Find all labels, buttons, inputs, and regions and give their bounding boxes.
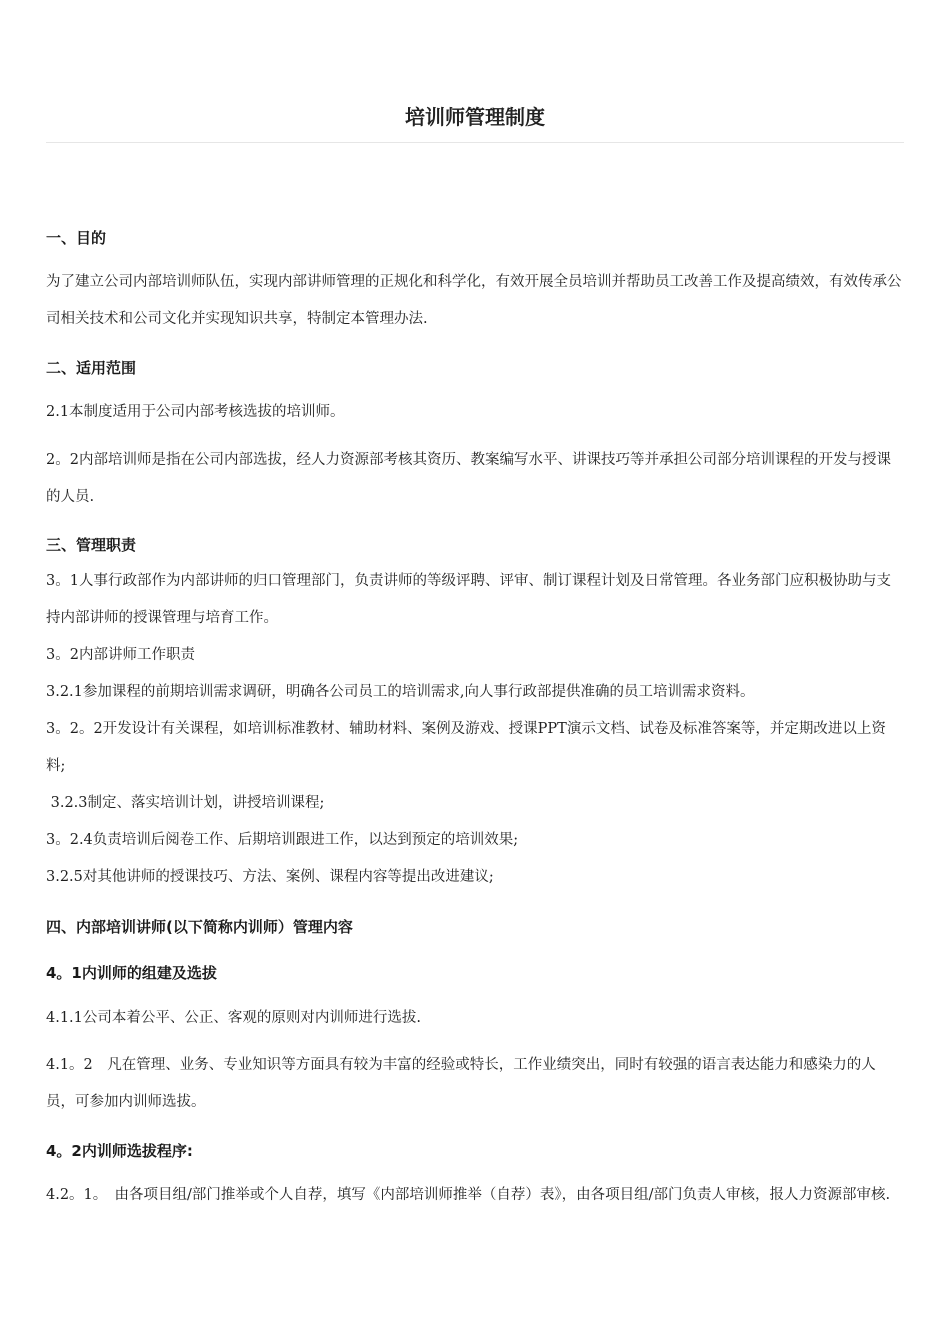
title-divider [46, 142, 904, 143]
paragraph-purpose: 为了建立公司内部培训师队伍，实现内部讲师管理的正规化和科学化，有效开展全员培训并帮助员工改善工作及提高绩效，有效传承公司相关技术和公司文化并实现知识共享，特制定本管理办法. [46, 274, 902, 327]
section-heading-scope: 二、适用范围 [46, 359, 137, 377]
paragraph-resp-3-1: 3。1人事行政部作为内部讲师的归口管理部门，负责讲师的等级评聘、评审、制订课程计划及日常管理。各业务部门应积极协助与支持内部讲师的授课管理与培育工作。 [46, 573, 891, 626]
paragraph-4-1-2: 4.1。2 凡在管理、业务、专业知识等方面具有较为丰富的经验或特长，工作业绩突出，同时有较强的语言表达能力和感染力的人员，可参加内训师选拔。 [46, 1057, 876, 1110]
paragraph-resp-3-2-5: 3.2.5对其他讲师的授课技巧、方法、案例、课程内容等提出改进建议; [46, 869, 494, 885]
paragraph-resp-3-2-1: 3.2.1参加课程的前期培训需求调研，明确各公司员工的培训需求,向人事行政部提供准确的员工培训需求资料。 [46, 684, 755, 700]
paragraph-resp-3-2-4: 3。2.4负责培训后阅卷工作、后期培训跟进工作，以达到预定的培训效果; [46, 832, 519, 848]
paragraph-scope-2-2: 2。2内部培训师是指在公司内部选拔，经人力资源部考核其资历、教案编写水平、讲课技巧等并承担公司部分培训课程的开发与授课的人员. [46, 452, 891, 505]
section-heading-responsibilities: 三、管理职责 [46, 536, 137, 554]
paragraph-resp-3-2-3: 3.2.3制定、落实培训计划，讲授培训课程; [46, 795, 325, 811]
paragraph-4-2-1: 4.2。1。 由各项目组/部门推举或个人自荐，填写《内部培训师推举（自荐）表》，由各项目组/部门负责人审核，报人力资源部审核. [46, 1187, 891, 1203]
paragraph-resp-3-2: 3。2内部讲师工作职责 [46, 647, 195, 663]
paragraph-scope-2-1: 2.1本制度适用于公司内部考核选拔的培训师。 [46, 404, 345, 420]
paragraph-resp-3-2-2: 3。2。2开发设计有关课程，如培训标准教材、辅助材料、案例及游戏、授课PPT演示文档、试卷及标准答案等，并定期改进以上资料; [46, 721, 886, 774]
section-heading-purpose: 一、目的 [46, 229, 107, 247]
paragraph-4-1-1: 4.1.1公司本着公平、公正、客观的原则对内训师进行选拔. [46, 1010, 422, 1026]
subsection-heading-4-1: 4。1内训师的组建及选拔 [46, 964, 217, 982]
subsection-heading-4-2: 4。2内训师选拔程序: [46, 1142, 193, 1160]
document-title: 培训师管理制度 [405, 105, 545, 129]
section-heading-management: 四、内部培训讲师(以下简称内训师）管理内容 [46, 918, 353, 936]
